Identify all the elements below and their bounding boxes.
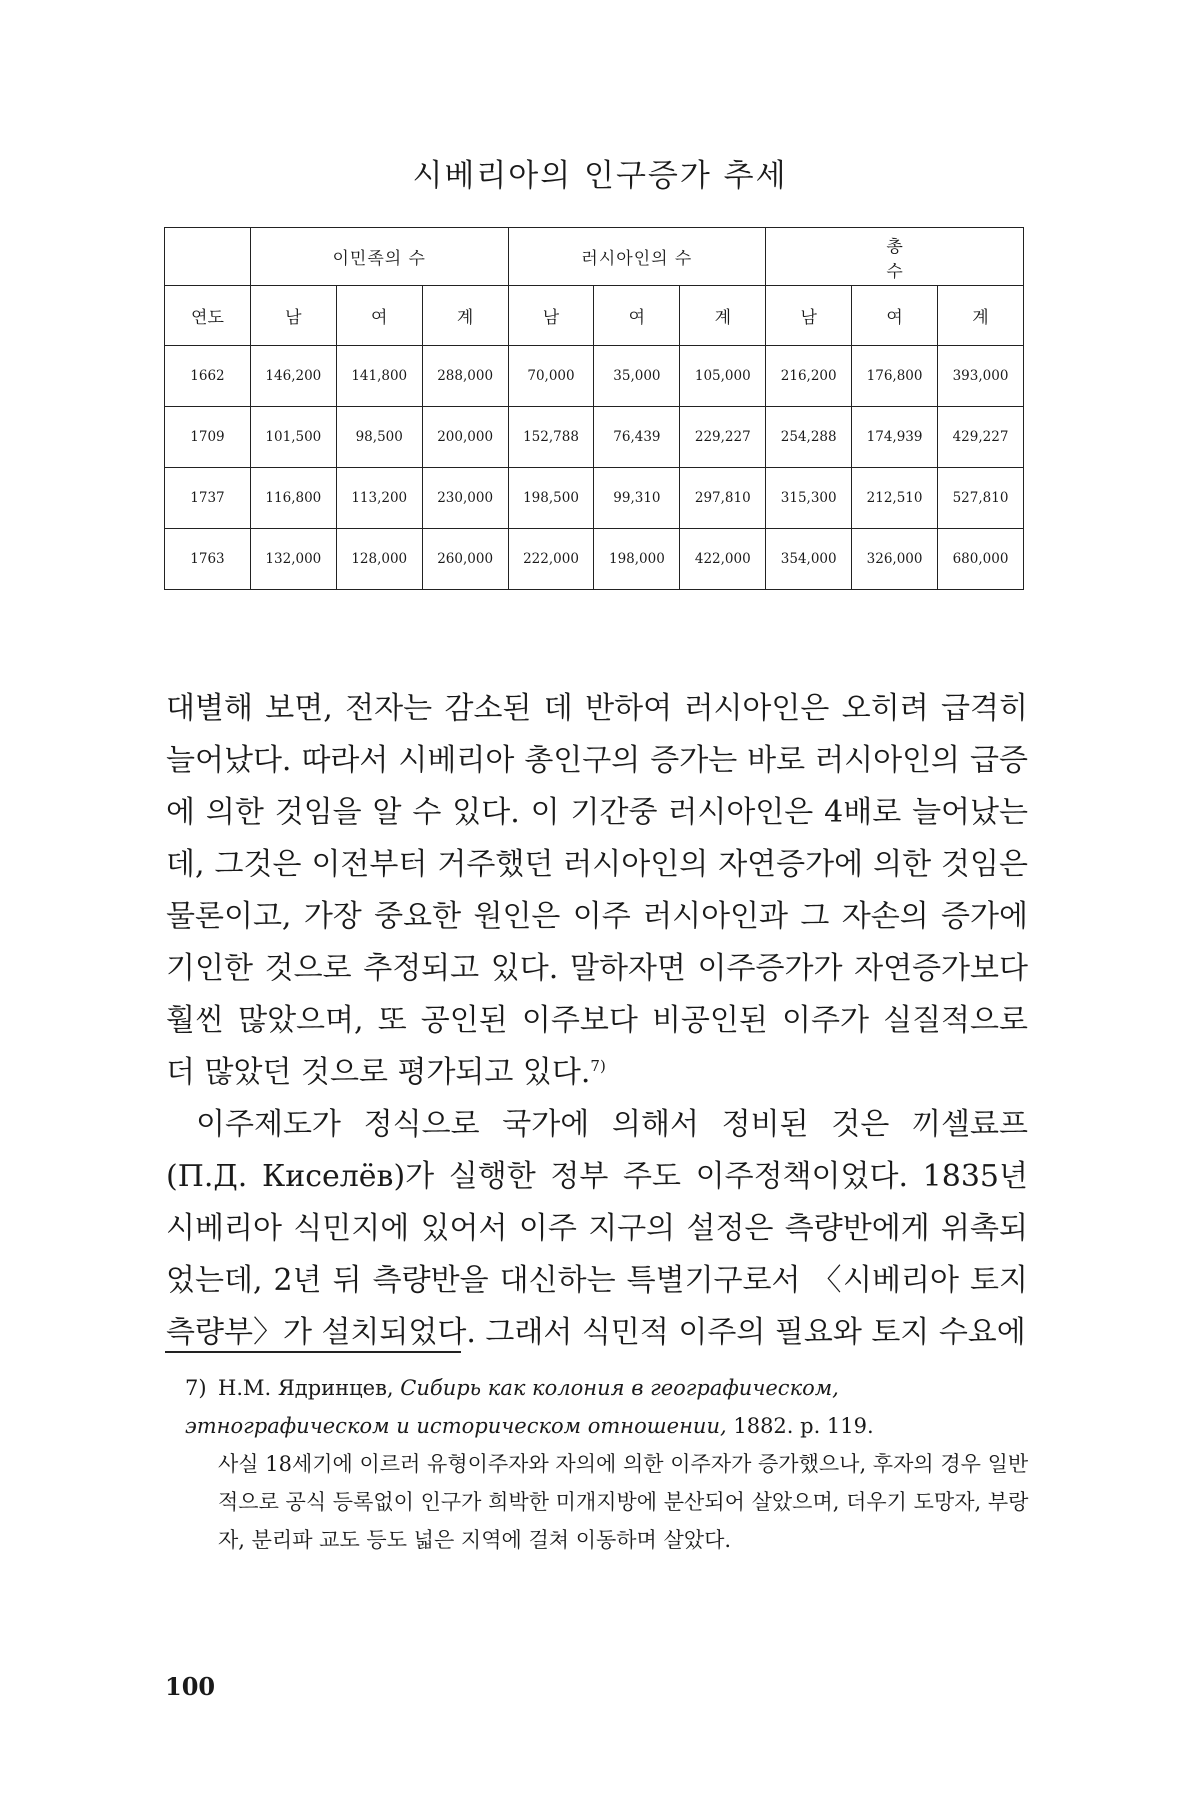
table-cell: 222,000 xyxy=(508,529,594,590)
body-text xyxy=(166,683,1028,1359)
table-group-header-row xyxy=(165,228,1024,286)
table-cell: 260,000 xyxy=(422,529,508,590)
table-cell: 354,000 xyxy=(766,529,852,590)
table-cell: 113,200 xyxy=(336,468,422,529)
footnote-reference: 7) xyxy=(590,1057,606,1075)
table-cell: 146,200 xyxy=(250,346,336,407)
table-cell: 315,300 xyxy=(766,468,852,529)
table-cell: 70,000 xyxy=(508,346,594,407)
table-cell: 152,788 xyxy=(508,407,594,468)
year-cell: 1737 xyxy=(165,468,251,529)
footnote-text: 사실 18세기에 이르러 유형이주자와 자의에 의한 이주자가 증가했으나, 후자의 경우 일반적으로 공식 등록없이 인구가 희박한 미개지방에 분산되어 살았으며, 더우기 도망자, 부랑자, 분리파 교도 등도 넓은 지역에 걸쳐 이동하며 살았다. xyxy=(218,1452,1029,1552)
year-header: 연도 xyxy=(165,286,251,346)
table-cell: 216,200 xyxy=(766,346,852,407)
table-cell: 174,939 xyxy=(852,407,938,468)
table-cell: 212,510 xyxy=(852,468,938,529)
sub-header: 계 xyxy=(938,286,1024,346)
year-cell: 1763 xyxy=(165,529,251,590)
table-cell: 176,800 xyxy=(852,346,938,407)
table-cell: 98,500 xyxy=(336,407,422,468)
table-cell: 422,000 xyxy=(680,529,766,590)
table-cell: 132,000 xyxy=(250,529,336,590)
population-table xyxy=(164,227,1024,590)
footnote-number: 7) xyxy=(185,1376,207,1400)
table-cell: 200,000 xyxy=(422,407,508,468)
table-cell: 101,500 xyxy=(250,407,336,468)
blank-corner-cell xyxy=(165,228,251,286)
table-row xyxy=(165,346,1024,407)
table-cell: 527,810 xyxy=(938,468,1024,529)
table-cell: 230,000 xyxy=(422,468,508,529)
footnote-divider xyxy=(165,1351,461,1353)
table-cell: 141,800 xyxy=(336,346,422,407)
sub-header: 남 xyxy=(508,286,594,346)
table-cell: 254,288 xyxy=(766,407,852,468)
paragraph-1-text: 대별해 보면, 전자는 감소된 데 반하여 러시아인은 오히려 급격히 늘어났다. 따라서 시베리아 총인구의 증가는 바로 러시아인의 급증에 의한 것임을 알 수 있다. 이 기간중 러시아인은 4배로 늘어났는데, 그것은 이전부터 거주했던 러시아인의 자연증가에 의한 것임은 물론이고, 가장 중요한 원인은 이주 러시아인과 그 자손의 증가에 기인한 것으로 추정되고 있다. 말하자면 이주증가가 자연증가보다 훨씬 많았으며, 또 공인된 이주보다 비공인된 이주가 실질적으로 더 많았던 것으로 평가되고 있다. xyxy=(166,691,1028,1090)
table-cell: 128,000 xyxy=(336,529,422,590)
table-sub-header-row xyxy=(165,286,1024,346)
page-number: 100 xyxy=(165,1672,216,1701)
year-cell: 1709 xyxy=(165,407,251,468)
paragraph-1 xyxy=(166,683,1028,1099)
table-cell: 229,227 xyxy=(680,407,766,468)
table-cell: 116,800 xyxy=(250,468,336,529)
footnote-work-title: Сибирь как колония в географическом, этнографическом и историческом отношении, xyxy=(185,1376,839,1438)
table-row xyxy=(165,468,1024,529)
sub-header: 여 xyxy=(852,286,938,346)
table-cell: 198,500 xyxy=(508,468,594,529)
table-cell: 326,000 xyxy=(852,529,938,590)
footnote-author: Н.М. Ядринцев, xyxy=(218,1376,394,1400)
table-cell: 680,000 xyxy=(938,529,1024,590)
table-cell: 297,810 xyxy=(680,468,766,529)
table-cell: 429,227 xyxy=(938,407,1024,468)
group-header-total: 총 수 xyxy=(766,228,1024,286)
table-cell: 35,000 xyxy=(594,346,680,407)
table-cell: 288,000 xyxy=(422,346,508,407)
sub-header: 남 xyxy=(250,286,336,346)
group-header-russian: 러시아인의 수 xyxy=(508,228,766,286)
table-cell: 99,310 xyxy=(594,468,680,529)
footnote-year-page: 1882. p. 119. xyxy=(733,1414,874,1438)
sub-header: 계 xyxy=(680,286,766,346)
footnote-citation xyxy=(185,1369,1030,1445)
table-row xyxy=(165,407,1024,468)
sub-header: 여 xyxy=(336,286,422,346)
paragraph-2: 이주제도가 정식으로 국가에 의해서 정비된 것은 끼셀료프(П.Д. Киселёв)가 실행한 정부 주도 이주정책이었다. 1835년 시베리아 식민지에 있어서 이주 지구의 설정은 측량반에게 위촉되었는데, 2년 뒤 측량반을 대신하는 특별기구로서 〈시베리아 토지측량부〉가 설치되었다. 그래서 식민적 이주의 필요와 토지 수요에 xyxy=(166,1107,1028,1350)
table-cell: 76,439 xyxy=(594,407,680,468)
table-cell: 393,000 xyxy=(938,346,1024,407)
footnote xyxy=(185,1369,1030,1559)
table-title: 시베리아의 인구증가 추세 xyxy=(412,158,788,194)
sub-header: 여 xyxy=(594,286,680,346)
sub-header: 계 xyxy=(422,286,508,346)
table-cell: 105,000 xyxy=(680,346,766,407)
table-row xyxy=(165,529,1024,590)
year-cell: 1662 xyxy=(165,346,251,407)
table-cell: 198,000 xyxy=(594,529,680,590)
sub-header: 남 xyxy=(766,286,852,346)
group-header-ethnic: 이민족의 수 xyxy=(250,228,508,286)
